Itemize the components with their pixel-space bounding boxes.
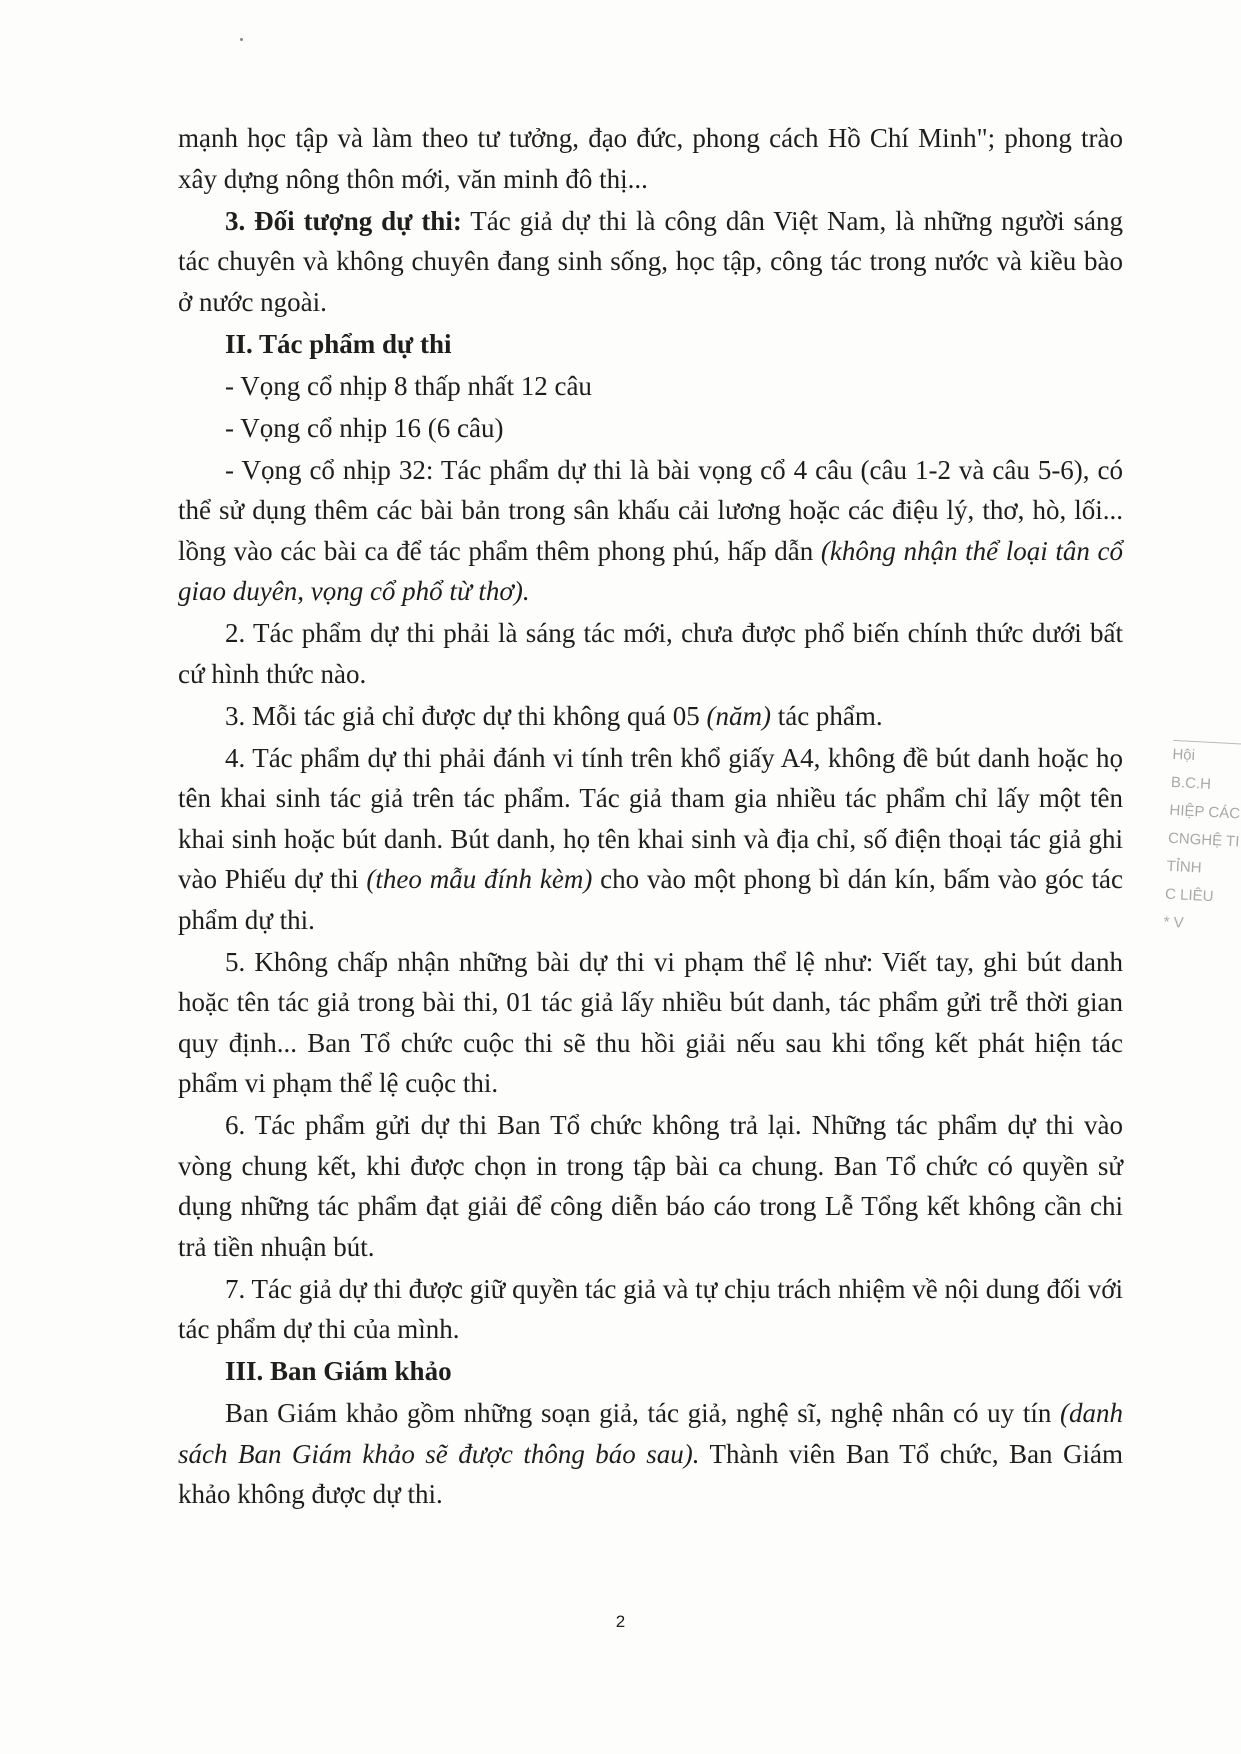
body-text: - Vọng cổ nhịp 16 (6 câu) — [225, 412, 504, 443]
body-text: Ban Giám khảo gồm những soạn giả, tác giả, nghệ sĩ, nghệ nhân có uy tín — [225, 1398, 1060, 1428]
body-text: cho vào một phong bì dán kín, bấm vào góc tác phẩm dự thi. — [178, 864, 1124, 935]
stamp-text: HIỆP CÁC — [1169, 801, 1241, 823]
body-text: - Vọng cổ nhịp 8 thấp nhất 12 câu — [225, 370, 592, 401]
body-text: 6. Tác phẩm gửi dự thi Ban Tổ chức không trả lại. Những tác phẩm dự thi vào vòng chung kết, khi được chọn in trong tập bài ca chung. Ban Tổ chức có quyền sử dụng những tác phẩm đạt giải để công diễn báo cáo trong Lễ Tổng kết không cần chi trả tiền nhuận bút. — [178, 1110, 1123, 1262]
paragraph-p9 — [178, 738, 1123, 941]
paragraph-p1 — [178, 118, 1123, 199]
paragraph-p2 — [178, 201, 1123, 323]
paragraph-p11 — [178, 1105, 1123, 1267]
document-body — [178, 118, 1123, 1516]
stamp-text: * V — [1163, 913, 1185, 932]
heading-text: III. Ban Giám khảo — [225, 1356, 452, 1386]
italic-note: (theo mẫu đính kèm) — [366, 864, 593, 894]
body-text: 7. Tác giả dự thi được giữ quyền tác giả và tự chịu trách nhiệm về nội dung đối với tác phẩm dự thi của mình. — [178, 1273, 1123, 1344]
page-number: 2 — [615, 1612, 626, 1631]
body-text: mạnh học tập và làm theo tư tưởng, đạo đức, phong cách Hồ Chí Minh"; phong trào xây dựng nông thôn mới, văn minh đô thị... — [178, 123, 1123, 194]
italic-note: (năm) — [706, 700, 771, 731]
stamp-text: Hội — [1172, 745, 1196, 765]
paragraph-p8 — [178, 696, 1123, 737]
stamp-text: TỈNH — [1166, 857, 1202, 877]
body-text: tác phẩm. — [770, 700, 883, 731]
body-text: - Vọng cổ nhịp 32: Tác phẩm dự thi là bài vọng cổ 4 câu (câu 1-2 và câu 5-6), có thể sử dụng thêm các bài bản trong sân khấu cải lương hoặc các điệu lý, thơ, hò, lối... lồng vào các bài ca để tác phẩm thêm phong phú, hấp dẫn — [178, 454, 1123, 566]
body-text: 2. Tác phẩm dự thi phải là sáng tác mới, chưa được phổ biến chính thức dưới bất cứ hình thức nào. — [178, 618, 1123, 689]
official-seal-stamp — [1163, 736, 1241, 945]
italic-note: (không nhận thể loại tân cổ giao duyên, vọng cổ phổ từ thơ). — [178, 535, 1123, 606]
paragraph-p4 — [178, 366, 1123, 407]
body-text: 4. Tác phẩm dự thi phải đánh vi tính trên khổ giấy A4, không đề bút danh hoặc họ tên khai sinh tác giả trên tác phẩm. Tác giả tham gia nhiều tác phẩm chỉ lấy một tên khai sinh hoặc bút danh. Bút danh, họ tên khai sinh và địa chỉ, số điện thoại tác giả ghi vào Phiếu dự thi — [178, 742, 1123, 894]
paragraph-p13 — [178, 1351, 1123, 1392]
stamp-text: B.C.H — [1170, 773, 1212, 793]
paragraph-p6 — [178, 450, 1123, 612]
paragraph-p3 — [178, 324, 1123, 365]
italic-note: (danh sách Ban Giám khảo sẽ được thông báo sau). — [178, 1398, 1123, 1469]
body-text: 5. Không chấp nhận những bài dự thi vi phạm thể lệ như: Viết tay, ghi bút danh hoặc tên tác giả trong bài thi, 01 tác giả lấy nhiều bút danh, tác phẩm gửi trễ thời gian quy định... Ban Tổ chức cuộc thi sẽ thu hồi giải nếu sau khi tổng kết phát hiện tác phẩm vi phạm thể lệ cuộc thi. — [178, 946, 1123, 1098]
stamp-text: C LIÊU — [1164, 885, 1214, 906]
paragraph-p7 — [178, 613, 1123, 694]
heading-text: II. Tác phẩm dự thi — [225, 328, 452, 359]
paragraph-p10 — [178, 942, 1123, 1104]
paragraph-p5 — [178, 408, 1123, 449]
body-text: 3. Mỗi tác giả chỉ được dự thi không quá 05 — [225, 700, 707, 731]
stamp-text: CNGHỆ TI — [1167, 829, 1240, 851]
paragraph-p14 — [178, 1393, 1123, 1515]
body-text: Tác giả dự thi là công dân Việt Nam, là những người sáng tác chuyên và không chuyên đang sinh sống, học tập, công tác trong nước và kiều bào ở nước ngoài. — [178, 205, 1123, 317]
heading-text: 3. Đối tượng dự thi: — [225, 205, 462, 236]
scan-speck — [240, 38, 243, 41]
paragraph-p12 — [178, 1269, 1123, 1350]
body-text: Thành viên Ban Tổ chức, Ban Giám khảo không được dự thi. — [178, 1438, 1124, 1509]
